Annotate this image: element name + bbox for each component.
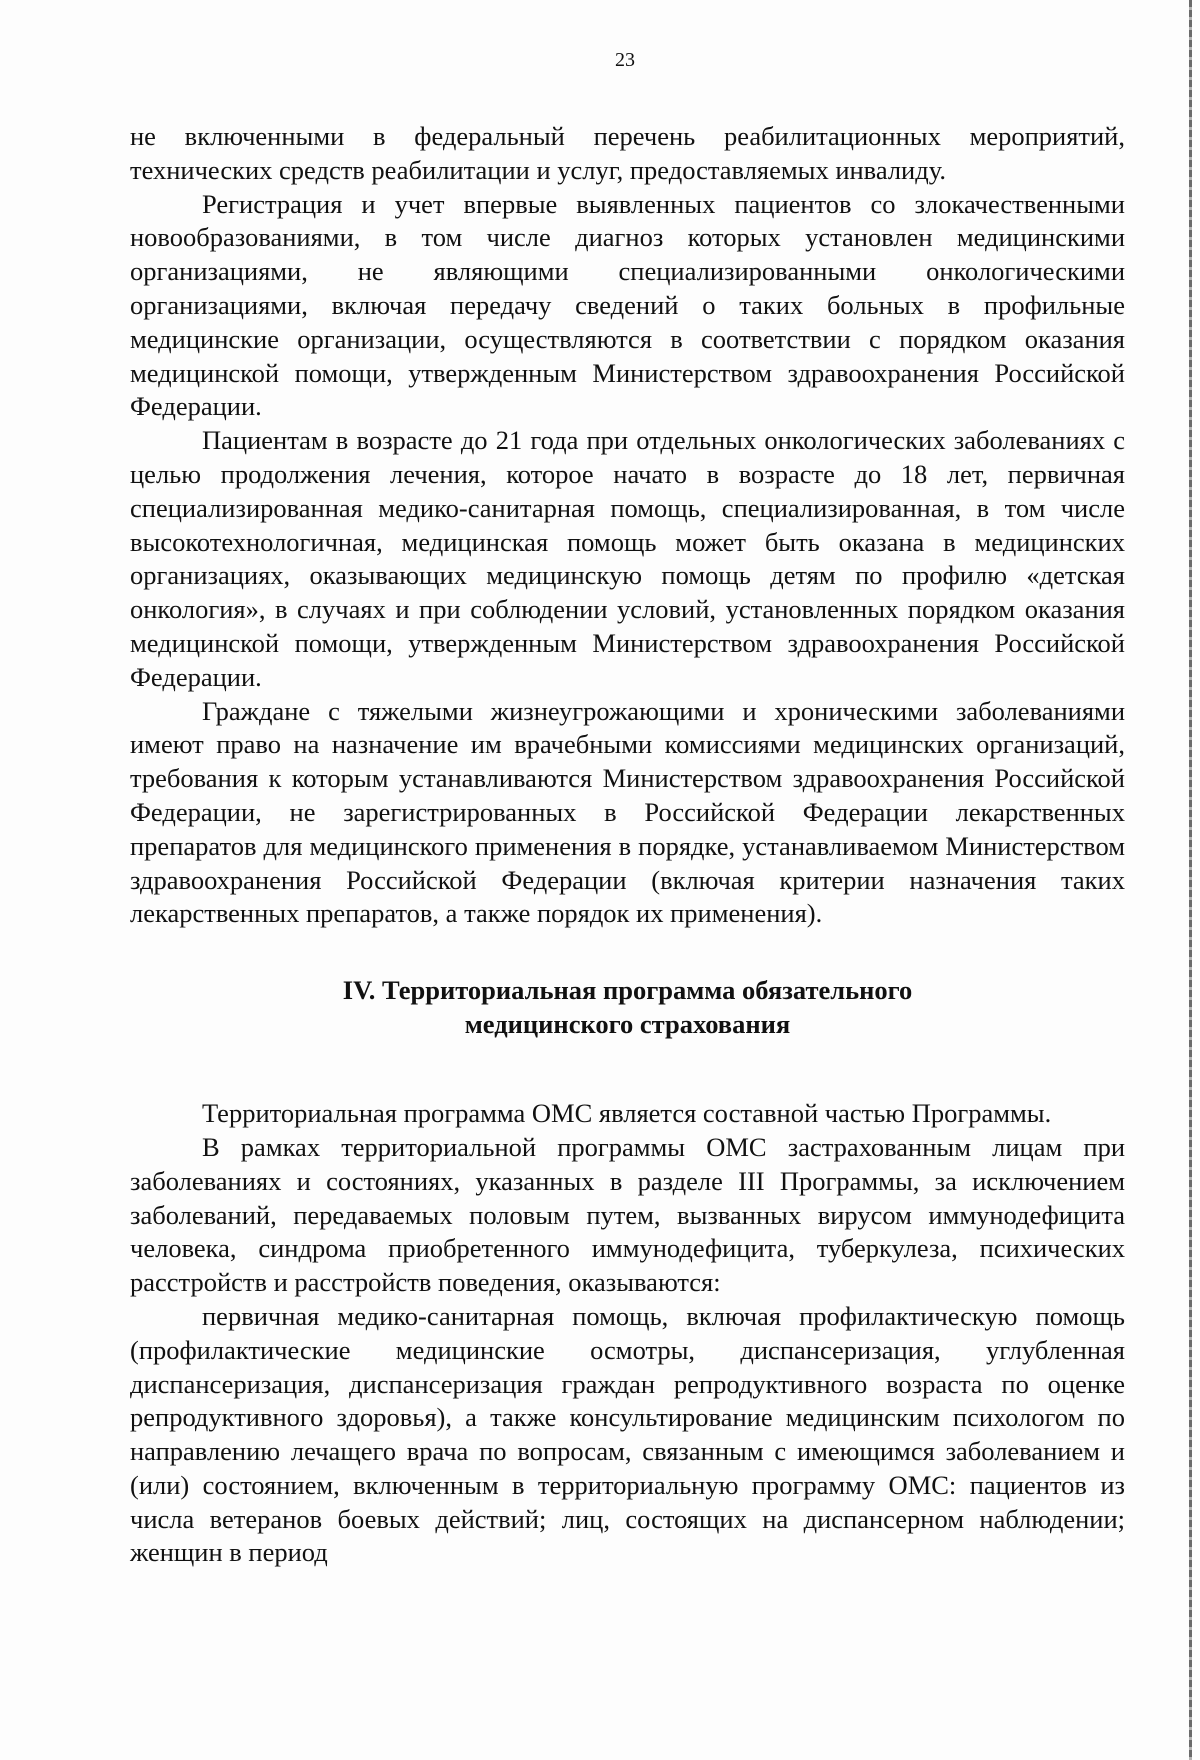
paragraph-primary-care: первичная медико-санитарная помощь, включая профилактическую помощь (профилактические медицинские осмотры, диспансеризация, углубленная диспансеризация, диспансеризация граждан репродуктивного возраста по оценке репродуктивного здоровья), а также консультирование медицинским психологом по направлению лечащего врача по вопросам, связанным с имеющимся заболеванием и (или) состоянием, включенным в территориальную программу ОМС: пациентов из числа ветеранов боевых действий; лиц, состоящих на диспансерном наблюдении; женщин в период [130,1300,1125,1568]
paragraph-oncology-registration: Регистрация и учет впервые выявленных пациентов со злокачественными новообразованиями, в том числе диагноз которых установлен медицинскими организациями, не являющими специализированными онкологическими организациями, включая передачу сведений о таких больных в профильные медицинские организации, осуществляются в соответствии с порядком оказания медицинской помощи, утвержденным Министерством здравоохранения Российской Федерации. [130,188,1125,422]
section-heading [130,931,1125,1097]
paragraph-territorial-program: Территориальная программа ОМС является составной частью Программы. [202,1098,1052,1129]
paragraph-insured-persons: В рамках территориальной программы ОМС застрахованным лицам при заболеваниях и состояниях, указанных в разделе III Программы, за исключением заболеваний, передаваемых половым путем, вызванных вирусом иммунодефицита человека, синдрома приобретенного иммунодефицита, туберкулеза, психических расстройств и расстройств поведения, оказываются: [130,1131,1125,1298]
paragraph-continuation: не включенными в федеральный перечень реабилитационных мероприятий, технических средств реабилитации и услуг, предоставляемых инвалиду. [130,121,1125,185]
scan-edge-shadow [1189,0,1192,1760]
section-heading-line-1: IV. Территориальная программа обязательного [342,975,913,1006]
document-body [130,120,1125,1570]
page-number: 23 [615,49,635,71]
paragraph-patients-under-21: Пациентам в возрасте до 21 года при отдельных онкологических заболеваниях с целью продолжения лечения, которое начато в возрасте до 18 лет, первичная специализированная медико-санитарная помощь, специализированная, в том числе высокотехнологичная, медицинская помощь может быть оказана в медицинских организациях, оказывающих медицинскую помощь детям по профилю «детская онкология», в случаях и при соблюдении условий, установленных порядком оказания медицинской помощи, утвержденным Министерством здравоохранения Российской Федерации. [130,425,1125,692]
paragraph-unregistered-drugs: Граждане с тяжелыми жизнеугрожающими и хроническими заболеваниями имеют право на назначение им врачебными комиссиями медицинских организаций, требования к которым устанавливаются Министерством здравоохранения Российской Федерации, не зарегистрированных в Российской Федерации лекарственных препаратов для медицинского применения в порядке, устанавливаемом Министерством здравоохранения Российской Федерации (включая критерии назначения таких лекарственных препаратов, а также порядок их применения). [130,695,1125,929]
section-heading-line-2: медицинского страхования [464,1009,791,1040]
